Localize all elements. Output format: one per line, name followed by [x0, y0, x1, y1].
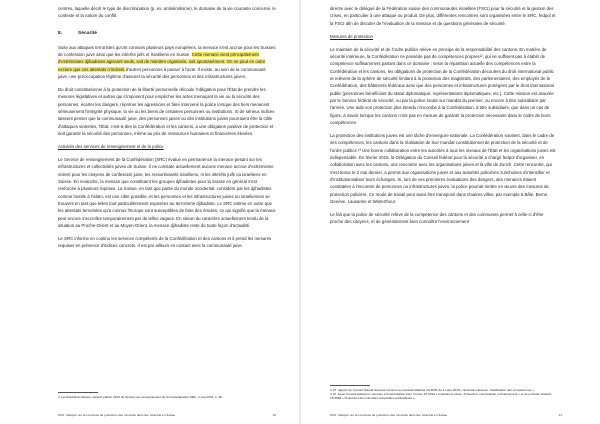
footnote-rule — [58, 392, 98, 393]
left-footer — [58, 413, 276, 417]
left-footnotes — [58, 392, 276, 399]
footnote: ¹² Cf. rapport du Conseil fédéral donnant réponse au postulat Malama 10.3045 du 3 mars 2010 « Sécurité intérieure. Clarification des compétences ». — [330, 388, 535, 392]
right-footer — [330, 413, 562, 417]
subheading-protection: Mesures de protection — [330, 33, 373, 39]
security-paragraph-2: Du droit constitutionnel à la protection de la liberté personnelle découle l'obligation pour l'État de prendre les mesures législatives et autres qui s'imposent pour empêcher les actes menaçant la vie ou la sécurité des personnes, écarter les dangers, réprimer les agressions et faire intervenir la police lorsque des tiers menacent sérieusement l'intégrité physique, la vie ou les biens de certaines personnes ou institutions. Si de sérieux indices laissent penser que la communauté juive, des personnes juives ou des institutions juives pourraient être la cible d'attaques violentes, l'État, c'est-à-dire la Confédération et les cantons, a une obligation positive de protection et doit garantir la sécurité des personnes, même au prix de ressources humaines et financières élevées. — [58, 87, 275, 137]
intro-paragraph: centres, laquelle décrit le type de discrimination (p. ex. antisémitisme), le domaine de la vie courante concerné, le contexte et la nature du conflit. — [58, 6, 276, 19]
highlighted-text: Cette menace vient principalement d'extrémistes djihadistes agissant seuls, soit de manière organisée, soit spontanément. On ne peut en outre exclure que ces attentats n'incitent — [58, 52, 266, 72]
security-paragraph-4: Le SRC informe en continu les services compétents de la Confédération et des cantons et il prend les mesures requises en présence d'indices concrets. Il est par ailleurs en contact avec la communauté juive. — [58, 235, 272, 249]
text-run: Suite aux attaques terroristes qu'ont connues plusieurs pays européens, la menace s'est accrue pour les Suisses de confession juive ainsi que les intérêts juifs et israéliens en Suisse. — [58, 44, 276, 58]
left-page — [0, 0, 299, 424]
footer-text: SLR - Rapport sur les mesures de protection des minorités dans leur diversité en Suisse — [330, 413, 448, 417]
protection-paragraph-1: Le maintien de la sécurité et de l'ordre publics relève en principe de la responsabilité des cantons. En matière de sécurité intérieure, la Confédération ne possède pas de compétences propres¹², qui ne suffisent pas à établir de compétence suffisamment parlant dans ce domaine : selon la répartition actuelle des compétences entre la Confédération et les cantons, les obligations de protection de la Confédération découlent du droit international public et relèvent de la sphère de sécurité limitant à la protection des magistrats, des parlementaires, des employés de la Confédération, des bâtiments fédéraux ainsi que des personnes et infrastructures protégées par le droit international public (personnes bénéficiant du statut diplomatique, représentations diplomatiques, etc.). Cette mission est assurée par le Service fédéral de sécurité, ou par la police locale sur mandat du premier, ou encore à titre subsidiaire par l'armée. Une aide voir protection plus étendu n'incombe à la Confédération, à titre subsidiaire, que dans un cas de figure, à savoir lorsque les cantons n'ont pas en mesure de garantir la protection nécessaire dans le cadre de leurs compétences. — [330, 46, 554, 125]
protection-paragraph-3: Le fait que la police de sécurité relève de la compétence des cantons et des communes permet à celle-ci d'être proche des citoyens, et de généralement bien connaître l'environnement — [330, 211, 544, 225]
footer-text: SLR - Rapport sur les mesures de protection des minorités dans leur diversité en Suisse — [58, 413, 176, 417]
protection-paragraph-2: La protection des institutions juives est une tâche d'envergure nationale. La Confédération soutient, dans le cadre de ses compétences, les cantons dans la réalisation de leur mandat constitutionnel de protection de la sécurité et de l'ordre publics.¹³ Une bonne collaboration entre les autorités à tous les niveaux de l'État et les organisations juives est indispensable. En février 2016, la Délégation du Conseil fédéral pour la sécurité a chargé fedpol d'organiser, en collaboration avec les cantons, une rencontre avec les organisations juives et la ville de Zurich. Cette rencontre, qui s'est tenue le 2 mai dernier, a permis aux organisations juives et aux autorités policières zurichoises d'intensifier et d'institutionnaliser leurs échanges. Si, lors de ces premières évaluations des dangers, des menaces étaient constatées à l'encontre de personnes ou infrastructures juives, la police pourrait mettre en œuvre des mesures de protection policière. Ce mode de travail peut aussi être transposé dans d'autres villes, par exemple à Bâle, Berne, Genève, Lausanne et Winterthour. — [330, 132, 556, 205]
footnote-rule — [330, 385, 370, 386]
section-number: 8. — [58, 30, 63, 36]
footnote: ¹¹ Lendroubliedu Suisse, rapport édition 2016 du Service de renseignement de la Confédération SRC, 2 mai 2016, p. 45. — [58, 395, 223, 399]
page-number: 10 — [272, 413, 276, 417]
left-page-body — [58, 5, 276, 255]
intro-paragraph: directe avec le délégué de la Fédération suisse des communautés israélites (FSCI) pour la sécurité et la gestion des crises, en particulier à une attaque ou produit. De plus, différentes rencontres sont organisées entre le SRC, fedpol et la FSCI afin de discuter de l'évaluation de la menace et de questions générales de sécurité. — [330, 6, 556, 26]
right-page-body — [330, 5, 556, 231]
security-paragraph-1 — [58, 44, 276, 81]
right-footnotes — [330, 385, 556, 401]
text-run: d'autres personnes à passer à l'acte. Il existe, au sein de la communauté juive, une préoccupation légitime d'assurer la sécurité des personnes et des infrastructures juives. — [58, 66, 266, 80]
section-heading — [58, 31, 276, 37]
footnote: ¹³ Cf. aussi Conseil fédéral en réponse à l'interpellation Fiez Yvonne 15.3010 « Institutions juives. Protection, coordination et financement » et au postulat Jositsch 16.3658 « Protection des minorités vulnérables particulières ». — [330, 392, 552, 401]
security-paragraph-3: Le Service de renseignement de la Confédération (SRC) évalue en permanence la menace pesant sur les infrastructures et collectivités juives de Suisse. Il ne constate actuellement aucune menace accrue d'extrémisme violent pour les citoyens de confession juive, les ressortissants israéliens, ni les intérêts juifs ou israéliens en Suisse. En revanche, la menace que constituent les groupes djihadistes pour la Suisse en général s'est renforcée à plusieurs reprises. La Suisse, en tant que partie du monde occidental, considéré par les djihadistes comme hostile à l'islam, est une cible possible, et les personnes et les infrastructures juives ou israéliennes se trouvent en tant que telles tout particulièrement exposées au terrorisme djihadiste. Le SRC estime en outre que les attentats terroristes qu'a connus l'Europe sont susceptibles de faire des émules, ce qui signifie que la menace peut encore s'accroître temporairement par de telles vagues. En raison du caractère actuellement tendu de la situation au Proche-Orient et au Moyen-Orient, la menace djihadiste reste de toute façon d'actualité. — [58, 156, 276, 229]
page-number: 11 — [558, 413, 562, 417]
right-page — [301, 0, 600, 424]
section-title: Sécurité — [78, 30, 97, 36]
subheading-intelligence: Activités des services de renseignement et de la police — [58, 144, 164, 149]
